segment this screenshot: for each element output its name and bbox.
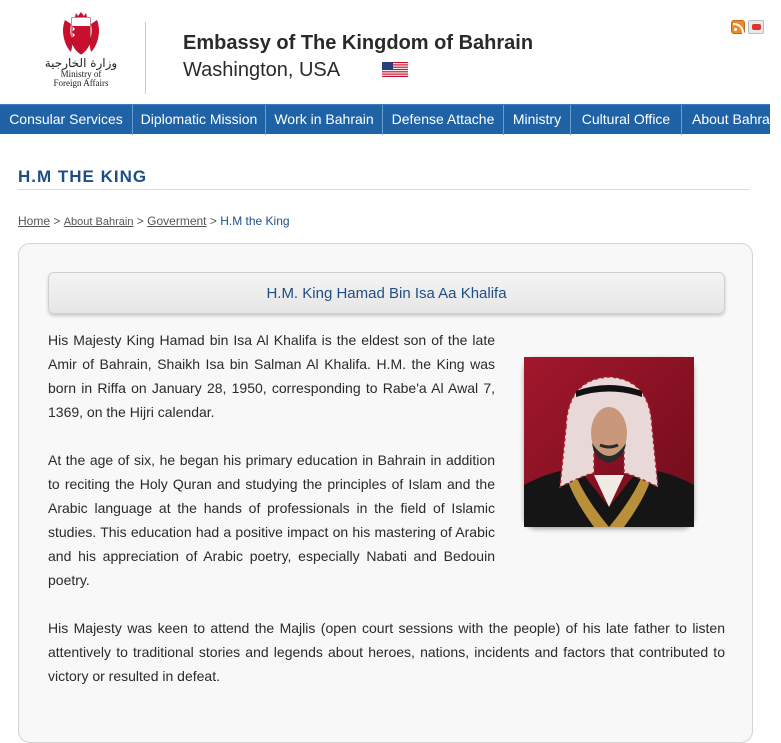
breadcrumb <box>18 214 290 228</box>
nav-item-ministry[interactable]: Ministry <box>504 105 571 135</box>
nav-item-cultural-office[interactable]: Cultural Office <box>571 105 682 135</box>
bahrain-emblem-icon <box>61 12 101 56</box>
title-divider <box>18 189 749 190</box>
breadcrumb-separator: > <box>53 214 61 228</box>
ministry-name-line1: Ministry of <box>60 69 102 79</box>
content-panel <box>18 243 753 743</box>
us-flag-icon <box>382 62 408 77</box>
page-title: H.M THE KING <box>18 167 148 186</box>
main-nav <box>0 104 781 134</box>
bio-paragraph-birth: His Majesty King Hamad bin Isa Al Khalifa is the eldest son of the late Amir of Bahrain, Shaikh Isa bin Salman Al Khalifa. H.M. the King was born in Riffa on January 28, 1950, corresponding to Rabe'a Al Awal 7, 1369, on the Hijri calendar. <box>48 332 495 420</box>
embassy-title: Embassy of The Kingdom of Bahrain <box>183 32 534 54</box>
nav-item-work-in-bahrain[interactable]: Work in Bahrain <box>266 105 383 135</box>
header-divider <box>145 22 146 94</box>
ministry-name-line2: Foreign Affairs <box>53 78 109 88</box>
breadcrumb-separator: > <box>209 214 217 228</box>
ministry-arabic-name: وزارة الخارجية <box>44 56 118 70</box>
ministry-logo[interactable] <box>42 12 120 100</box>
bio-paragraph-majlis: His Majesty was keen to attend the Majlis (open court sessions with the people) of his late father to listen attentively to traditional stories and legends about heroes, nations, incidents and factors that contributed to victory or resulted in defeat. <box>48 620 725 684</box>
breadcrumb-government-link[interactable]: Goverment <box>147 214 207 228</box>
embassy-location: Washington, USA <box>183 59 341 81</box>
rss-icon[interactable] <box>731 20 745 34</box>
nav-item-about-bahrain[interactable]: About Bahrain <box>692 111 781 127</box>
king-portrait-image <box>524 357 694 527</box>
nav-item-diplomatic-mission[interactable]: Diplomatic Mission <box>133 105 266 135</box>
nav-item-defense-attache[interactable]: Defense Attache <box>383 105 504 135</box>
king-name-banner: H.M. King Hamad Bin Isa Aa Khalifa <box>48 272 725 314</box>
bio-paragraph-education: At the age of six, he began his primary education in Bahrain in addition to reciting the Holy Quran and studying the principles of Islam and the Arabic language at the hands of professionals in the field of Islamic studies. This education had a positive impact on his mastering of Arabic and his appreciation of Arabic poetry, especially Nabati and Bedouin poetry. <box>48 452 495 588</box>
youtube-icon[interactable] <box>748 20 764 34</box>
nav-item-consular-services[interactable]: Consular Services <box>0 105 133 135</box>
breadcrumb-about-link[interactable]: About Bahrain <box>63 216 134 228</box>
breadcrumb-current: H.M the King <box>220 214 290 228</box>
breadcrumb-separator: > <box>136 214 144 228</box>
site-header <box>0 0 770 104</box>
breadcrumb-home-link[interactable]: Home <box>18 214 51 228</box>
